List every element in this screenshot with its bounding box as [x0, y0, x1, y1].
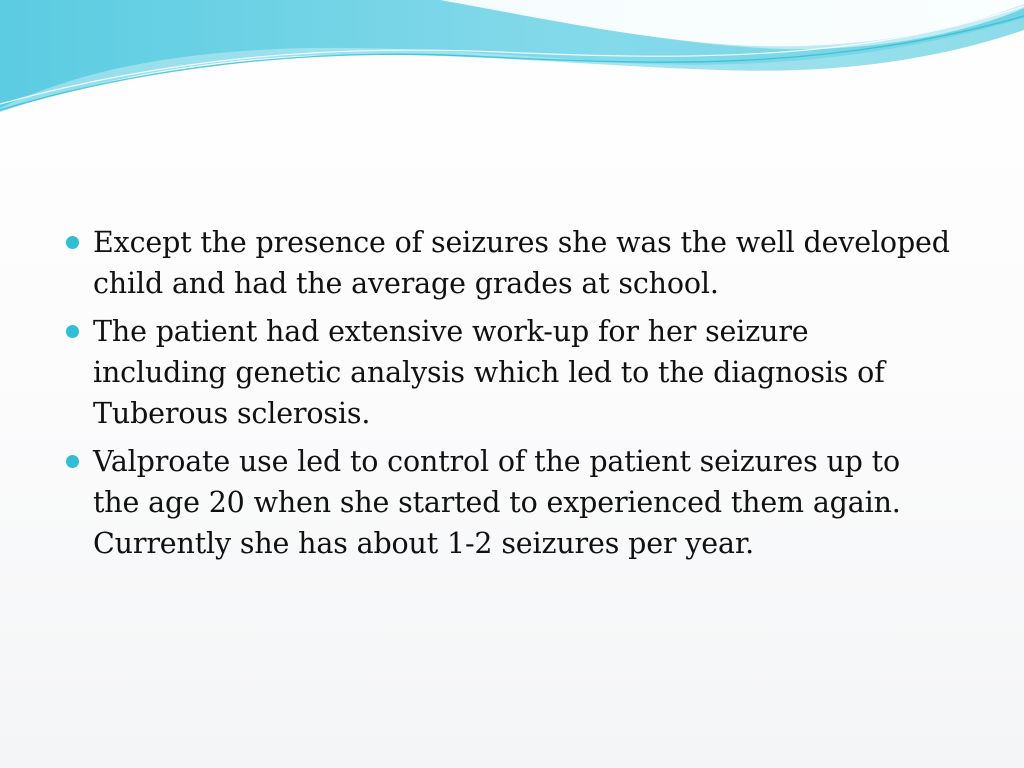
bullet-dot-icon [66, 236, 79, 249]
bullet-text: The patient had extensive work-up for her seizure including genetic analysis which led to the diagnosis of Tuberous sclerosis. [93, 315, 885, 430]
bullet-text: Except the presence of seizures she was the well developed child and had the average grades at school. [93, 226, 950, 300]
bullet-list [62, 222, 962, 564]
slide-content [62, 222, 962, 571]
bullet-dot-icon [66, 325, 79, 338]
bullet-item [62, 222, 962, 304]
bullet-text: Valproate use led to control of the patient seizures up to the age 20 when she started to experienced them again. Currently she has about 1-2 seizures per year. [93, 445, 901, 560]
bullet-dot-icon [66, 455, 79, 468]
bullet-item [62, 311, 962, 434]
wave-header-decoration [0, 0, 1024, 130]
bullet-item [62, 441, 962, 564]
